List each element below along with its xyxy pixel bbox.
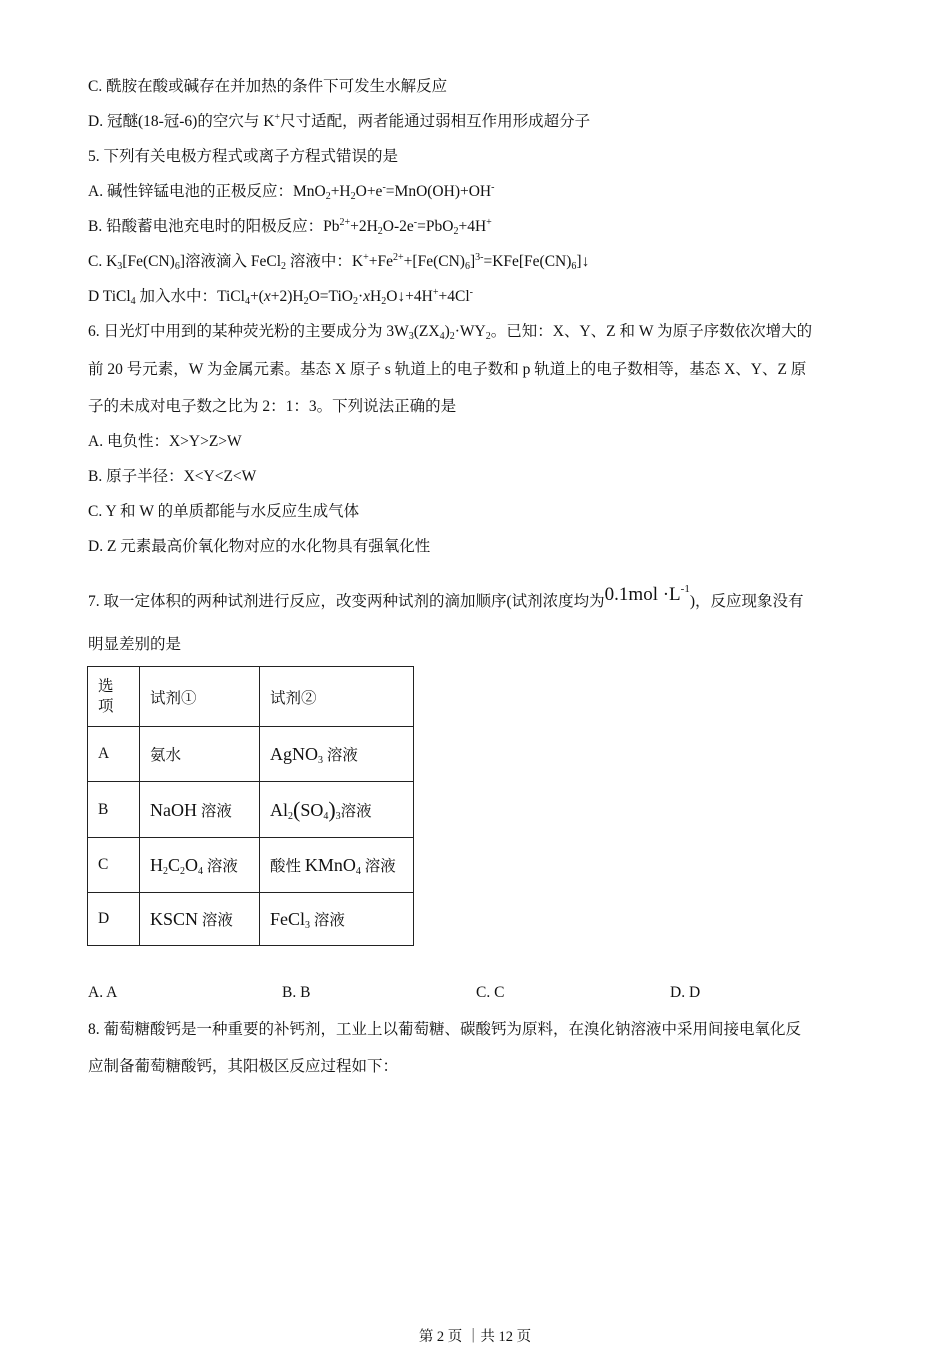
row-b-reagent-1: NaOH 溶液 xyxy=(140,782,260,838)
table-header-row xyxy=(88,667,414,727)
row-b-option: B xyxy=(88,782,140,838)
table-row xyxy=(88,893,414,946)
row-c-option: C xyxy=(88,838,140,893)
row-d-reagent-2: FeCl$_3$ 溶液 xyxy=(260,893,414,946)
q4-option-c: C. 酰胺在酸或碱存在并加热的条件下可发生水解反应 xyxy=(88,78,448,95)
row-a-reagent-2: AgNO$_3$ 溶液 xyxy=(260,727,414,782)
table-row xyxy=(88,838,414,893)
question-7-stem-line1: 7. 取一定体积的两种试剂进行反应，改变两种试剂的滴加顺序(试剂浓度均为$0.1mol \cdot L^{-1}$)，反应现象没有 xyxy=(88,583,804,610)
concentration-value: $0.1mol \cdot L^{-1}$ xyxy=(604,583,690,605)
answer-choice-a: A. A xyxy=(88,984,118,1001)
q5-option-a: A. 碱性锌锰电池的正极反应：$MnO_2+H_2O+e^-=MnO(OH)+OH^-$ xyxy=(88,182,495,202)
answer-choice-b: B. B xyxy=(282,984,311,1001)
q5-option-b: B. 铅酸蓄电池充电时的阳极反应：$Pb^{2+}+2H_2O-2e^-=PbO_2+4H^+$ xyxy=(88,217,492,237)
reagent-table xyxy=(87,666,414,946)
q6-option-d: D. Z 元素最高价氧化物对应的水化物具有强氧化性 xyxy=(88,538,431,555)
question-6-stem-line2: 前 20 号元素，W 为金属元素。基态 X 原子 s 轨道上的电子数和 p 轨道上的电子数相等，基态 X、Y、Z 原 xyxy=(88,361,807,378)
row-d-option: D xyxy=(88,893,140,946)
q6-option-c: C. Y 和 W 的单质都能与水反应生成气体 xyxy=(88,503,360,520)
row-d-reagent-1: KSCN 溶液 xyxy=(140,893,260,946)
question-5-stem: 5. 下列有关电极方程式或离子方程式错误的是 xyxy=(88,148,399,165)
q6-option-b: B. 原子半径：X<Y<Z<W xyxy=(88,468,257,485)
question-8-stem-line2: 应制备葡萄糖酸钙，其阳极区反应过程如下： xyxy=(88,1058,399,1075)
row-a-reagent-1: 氨水 xyxy=(140,727,260,782)
answer-choice-c: C. C xyxy=(476,984,505,1001)
answer-choice-d: D. D xyxy=(670,984,701,1001)
row-c-reagent-2: 酸性 KMnO$_4$ 溶液 xyxy=(260,838,414,893)
row-a-option: A xyxy=(88,727,140,782)
question-6-stem-line3: 子的未成对电子数之比为 2：1：3。下列说法正确的是 xyxy=(88,398,457,415)
question-7-stem-line2: 明显差别的是 xyxy=(88,636,182,653)
q5-option-c: C. $K_3[Fe(CN)_6]$溶液滴入 FeCl$_2$ 溶液中：$K^++Fe^{2+}+[Fe(CN)_6]^{3-}=KFe[Fe(CN)_6]↓$ xyxy=(88,252,590,272)
row-b-reagent-2: $Al_2(SO_4)_3$溶液 xyxy=(260,782,414,838)
q5-option-d: D TiCl$_4$ 加入水中：$TiCl_4+(x+2)H_2O=TiO_2\cdot xH_2O↓+4H^++4Cl^-$ xyxy=(88,287,473,307)
q6-option-a: A. 电负性：X>Y>Z>W xyxy=(88,433,242,450)
question-6-stem-line1: 6. 日光灯中用到的某种荧光粉的主要成分为 $3W_3(ZX_4)_2\cdot WY_2$。已知：X、Y、Z 和 W 为原子序数依次增大的 xyxy=(88,323,813,342)
row-c-reagent-1: $H_2C_2O_4$ 溶液 xyxy=(140,838,260,893)
question-8-stem-line1: 8. 葡萄糖酸钙是一种重要的补钙剂，工业上以葡萄糖、碳酸钙为原料，在溴化钠溶液中采用间接电氧化反 xyxy=(88,1021,802,1038)
q4-option-d: D. 冠醚(18-冠-6)的空穴与 K+尺寸适配，两者能通过弱相互作用形成超分子 xyxy=(88,112,591,130)
page-footer: 第 2 页 ｜共 12 页 xyxy=(418,1329,532,1345)
header-option: 选项 xyxy=(88,667,140,727)
table-row xyxy=(88,727,414,782)
header-reagent-2: 试剂② xyxy=(260,667,414,727)
table-row xyxy=(88,782,414,838)
header-reagent-1: 试剂① xyxy=(140,667,260,727)
